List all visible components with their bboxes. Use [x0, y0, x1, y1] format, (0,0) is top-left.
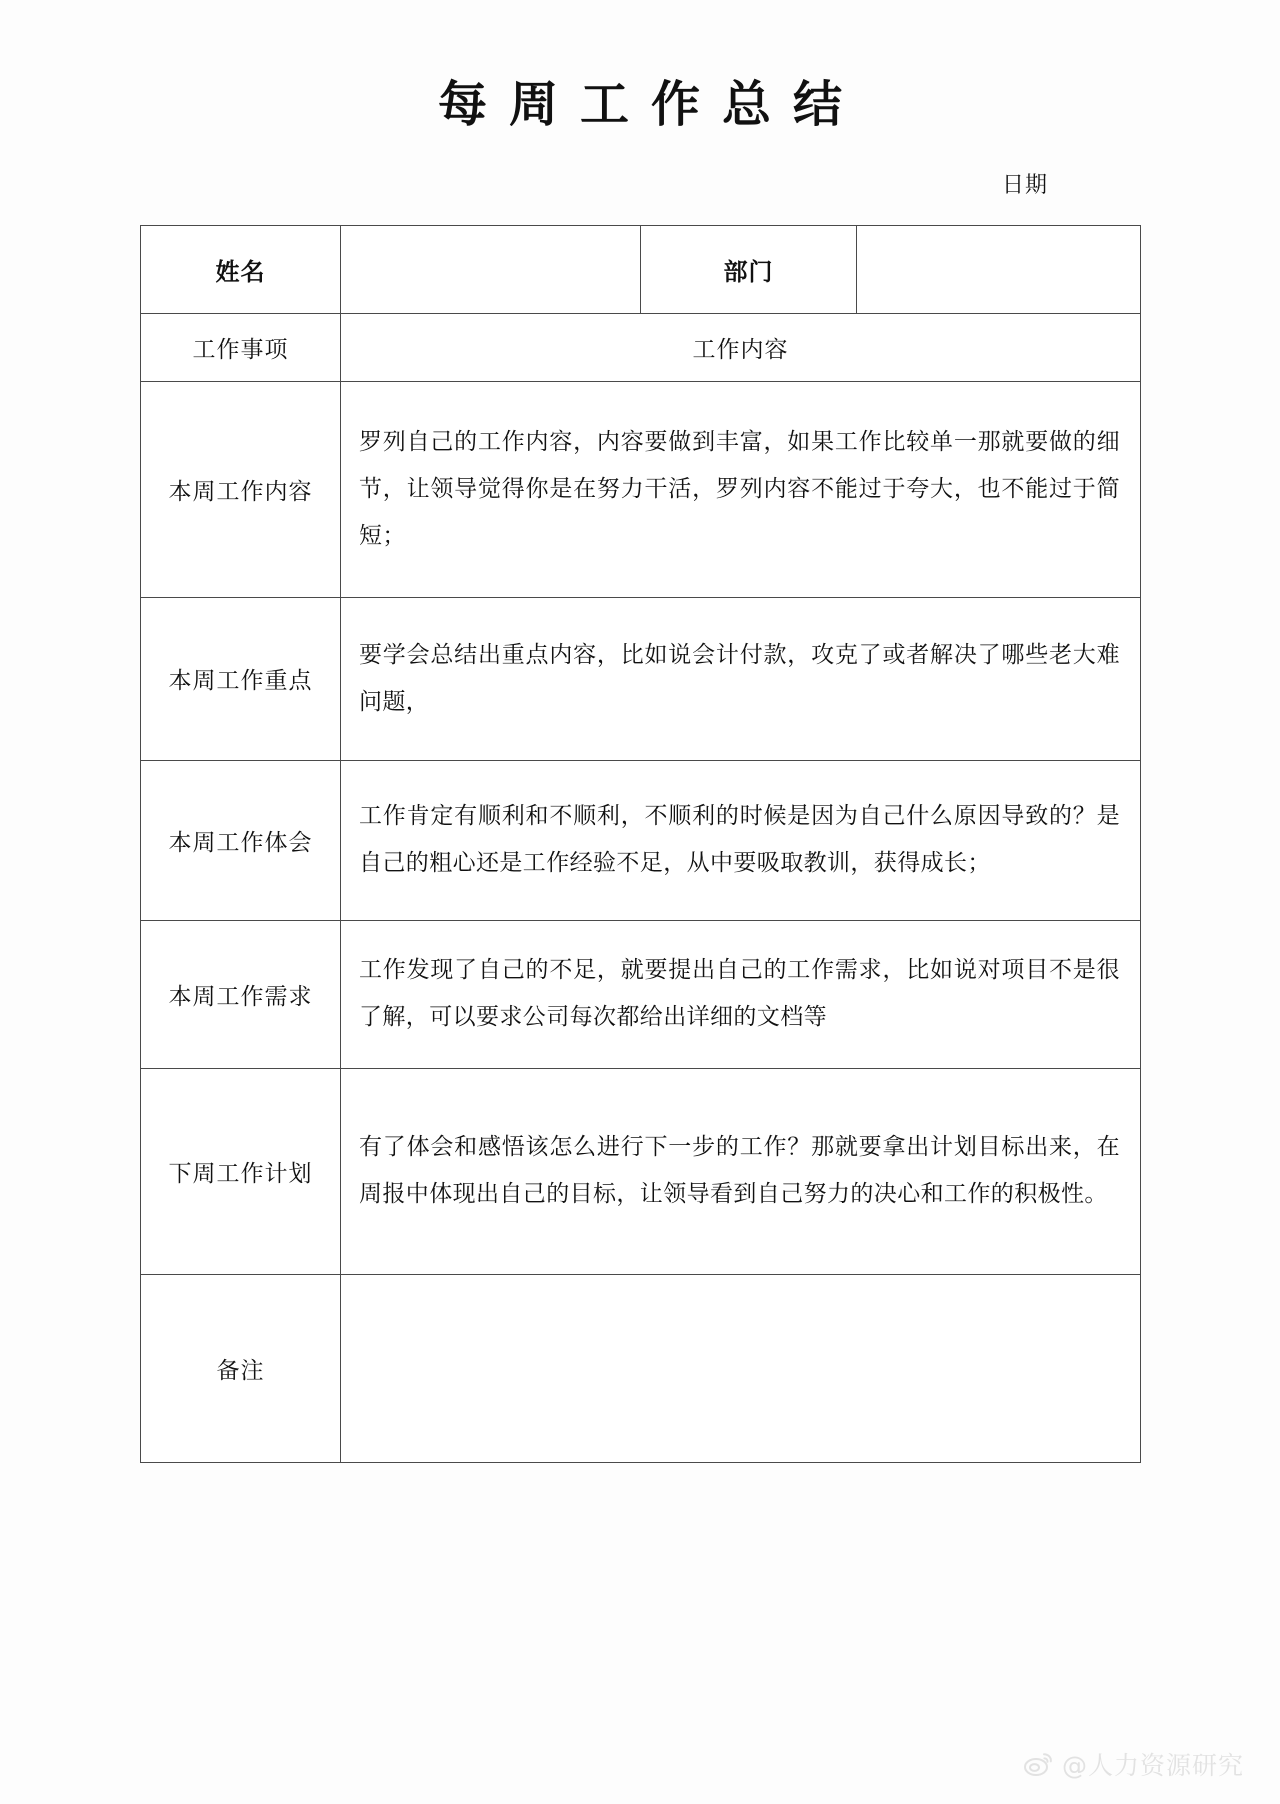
table-row: [141, 760, 1141, 920]
column-header-item: 工作事项: [141, 313, 341, 381]
name-label: 姓名: [141, 225, 341, 313]
table-row: [141, 381, 1141, 597]
watermark: [1024, 1746, 1244, 1782]
department-label: 部门: [641, 225, 857, 313]
table-row-column-headers: [141, 313, 1141, 381]
row-content-next-week-plan[interactable]: 有了体会和感悟该怎么进行下一步的工作？那就要拿出计划目标出来，在周报中体现出自己的目标，让领导看到自己努力的决心和工作的积极性。: [341, 1068, 1141, 1274]
row-label-weekly-needs: 本周工作需求: [141, 920, 341, 1068]
summary-table-wrapper: [140, 225, 1140, 1463]
name-input[interactable]: [341, 225, 641, 313]
table-row: [141, 1274, 1141, 1462]
table-row: [141, 1068, 1141, 1274]
row-label-weekly-content: 本周工作内容: [141, 381, 341, 597]
page-title: 每周工作总结: [437, 76, 864, 133]
date-label: 日期: [1001, 172, 1048, 198]
row-label-weekly-focus: 本周工作重点: [141, 597, 341, 760]
row-label-next-week-plan: 下周工作计划: [141, 1068, 341, 1274]
table-row-info: [141, 225, 1141, 313]
table-row: [141, 597, 1141, 760]
department-input[interactable]: [857, 225, 1141, 313]
weekly-summary-table: [140, 225, 1141, 1463]
watermark-label: @人力资源研究: [1061, 1751, 1244, 1780]
row-content-weekly-reflection[interactable]: 工作肯定有顺利和不顺利，不顺利的时候是因为自己什么原因导致的？是自己的粗心还是工作经验不足，从中要吸取教训，获得成长；: [341, 760, 1141, 920]
row-content-remarks[interactable]: [341, 1274, 1141, 1462]
row-label-weekly-reflection: 本周工作体会: [141, 760, 341, 920]
row-content-weekly-needs[interactable]: 工作发现了自己的不足，就要提出自己的工作需求，比如说对项目不是很了解，可以要求公司每次都给出详细的文档等: [341, 920, 1141, 1068]
row-content-weekly-content[interactable]: 罗列自己的工作内容，内容要做到丰富，如果工作比较单一那就要做的细节，让领导觉得你是在努力干活，罗列内容不能过于夸大，也不能过于简短；: [341, 381, 1141, 597]
row-content-weekly-focus[interactable]: 要学会总结出重点内容，比如说会计付款，攻克了或者解决了哪些老大难问题，: [341, 597, 1141, 760]
column-header-content: 工作内容: [341, 313, 1141, 381]
row-label-remarks: 备注: [141, 1274, 341, 1462]
table-row: [141, 920, 1141, 1068]
weibo-icon: [1024, 1751, 1054, 1777]
date-field: [0, 168, 1280, 199]
